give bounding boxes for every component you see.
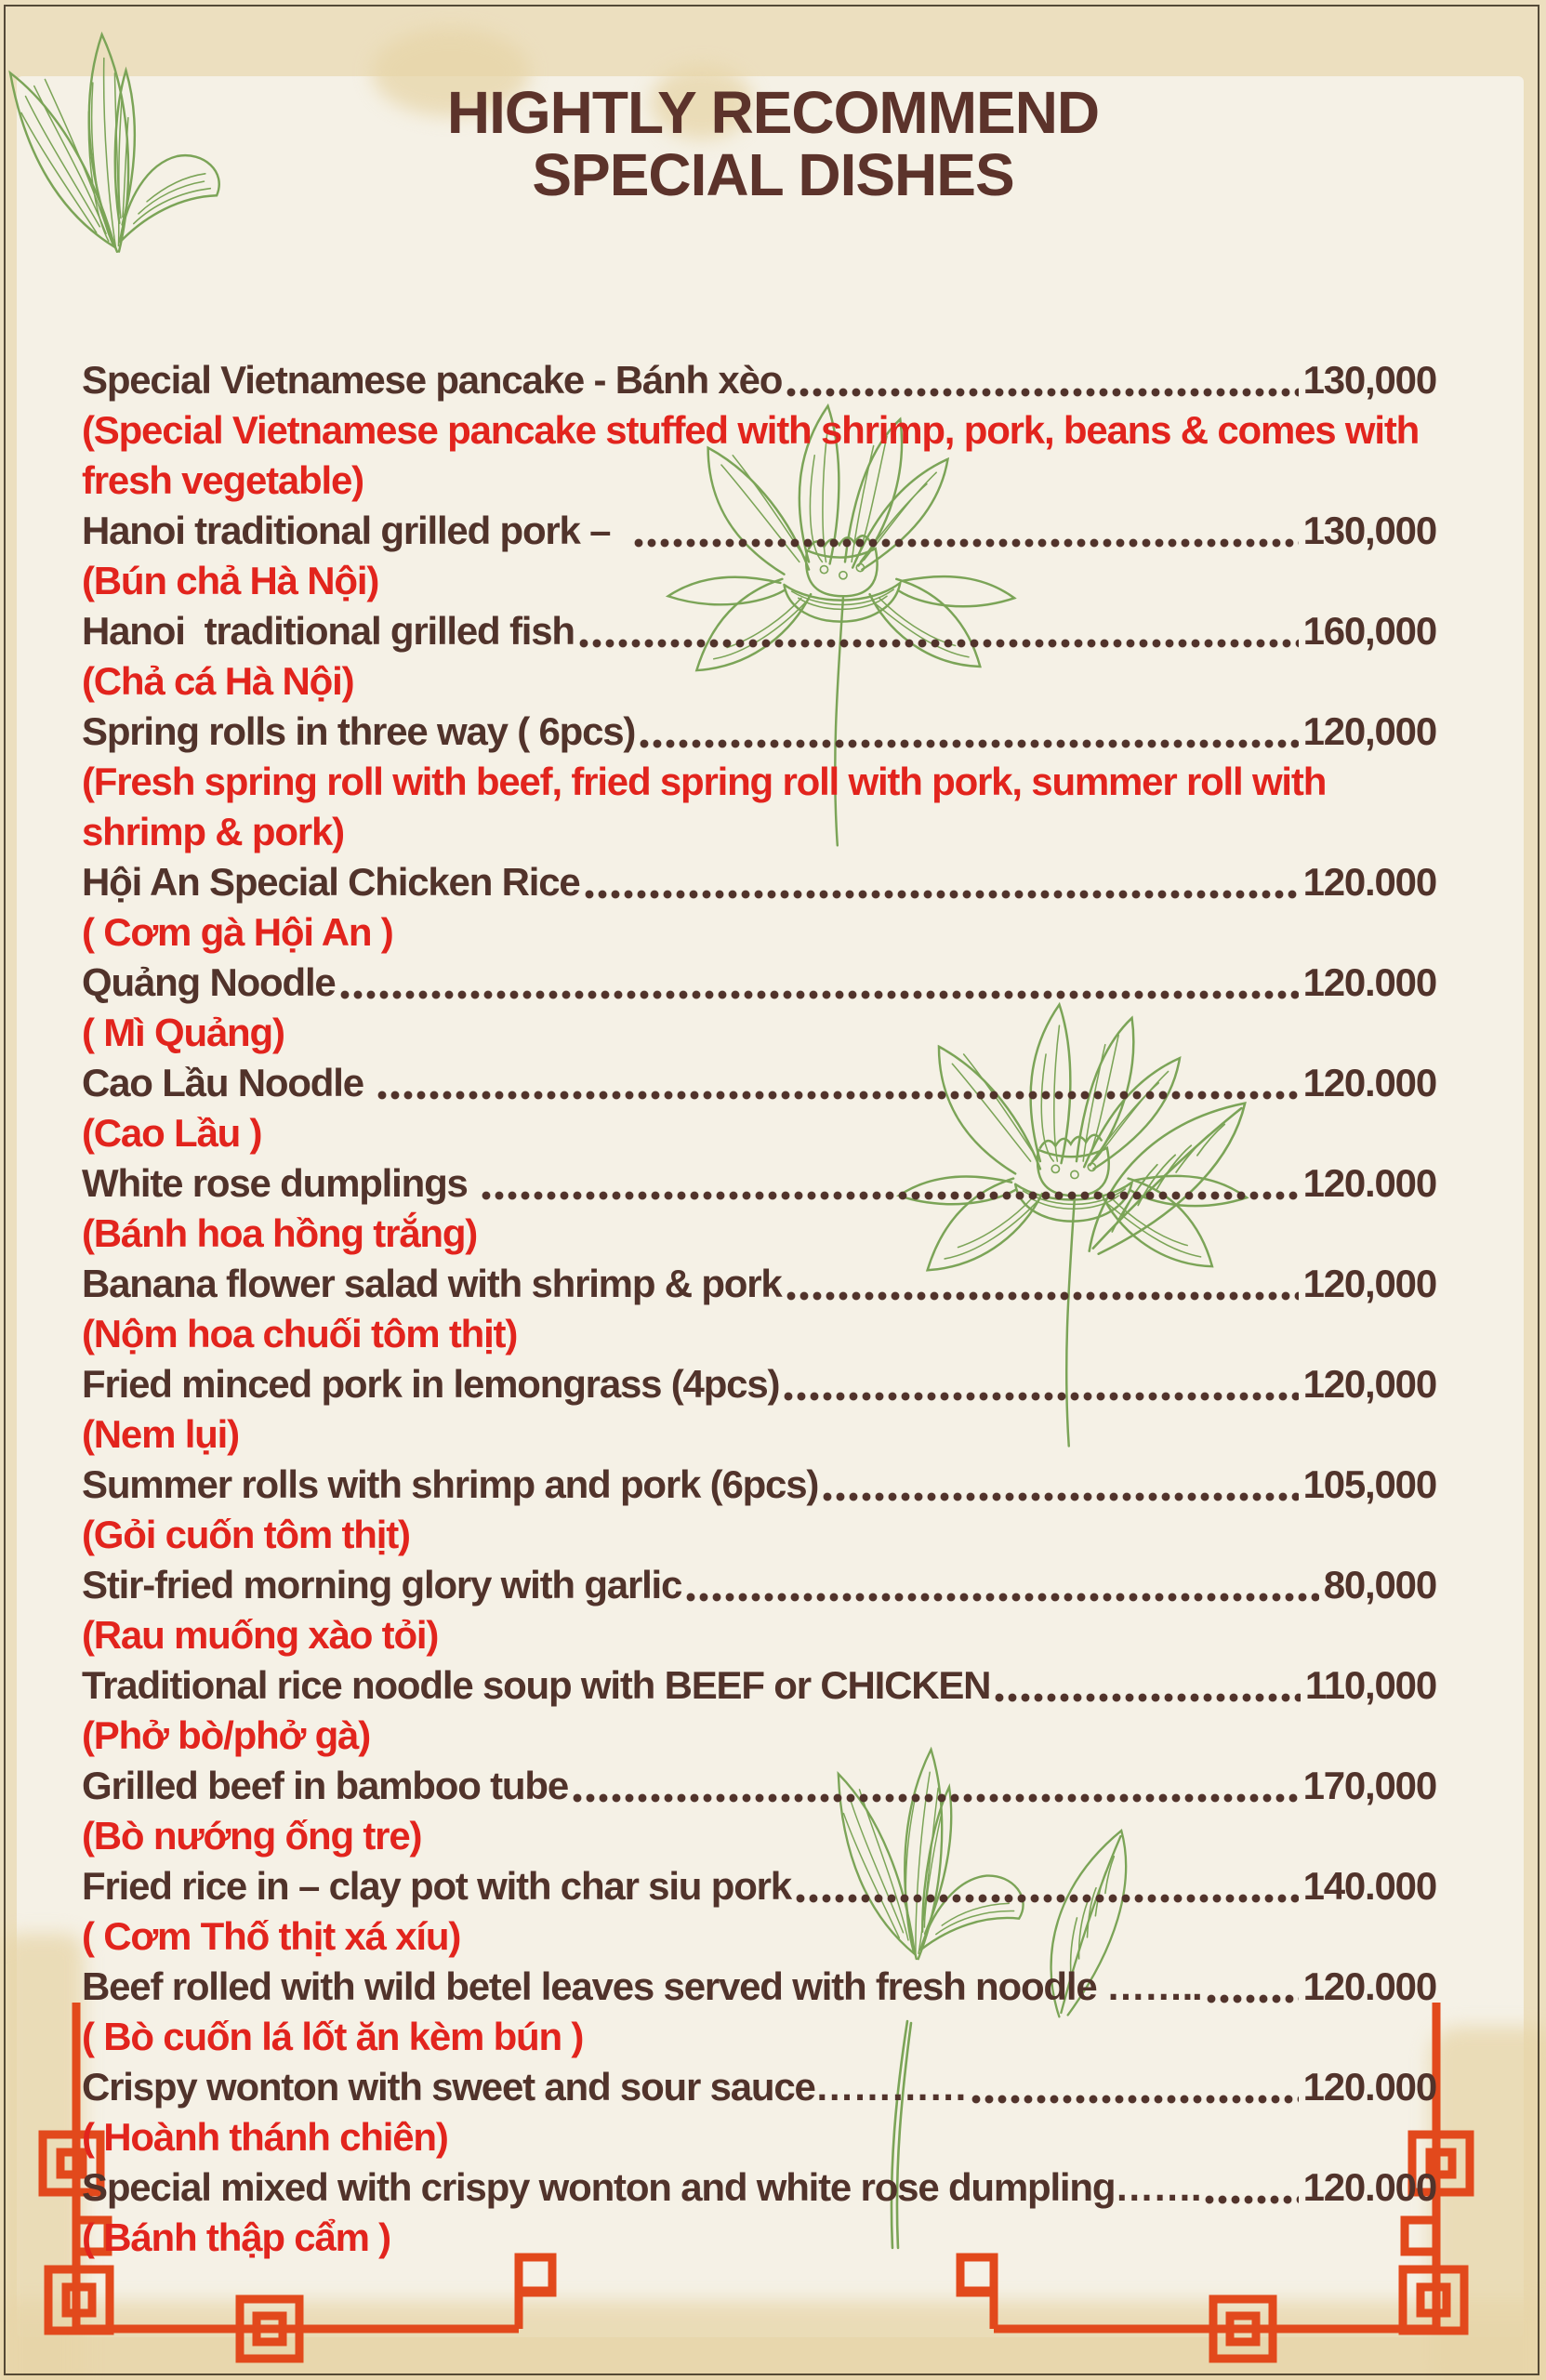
dish-vietnamese-name: ( Bánh thập cẩm ) — [82, 2215, 390, 2259]
page-title-line1: HIGHTLY RECOMMEND — [446, 79, 1100, 146]
dish-price: 120,000 — [1302, 1262, 1436, 1305]
menu-item-row — [82, 1259, 1436, 1309]
menu-item-row — [82, 2062, 1436, 2112]
dish-vietnamese-name: (Bún chả Hà Nội) — [82, 559, 379, 602]
dish-name: Stir-fried morning glory with garlic — [82, 1563, 682, 1606]
dish-name: Special Vietnamese pancake - Bánh xèo — [82, 358, 783, 402]
menu-item — [82, 1460, 1436, 1560]
dish-vietnamese-name: (Chả cá Hà Nội) — [82, 659, 354, 703]
menu-list — [82, 355, 1436, 2263]
dotted-leader — [823, 1492, 1298, 1501]
dish-vietnamese-name: (Cao Lầu ) — [82, 1111, 262, 1155]
menu-item — [82, 2162, 1436, 2263]
dish-price: 130,000 — [1302, 509, 1436, 552]
menu-item-row — [82, 1861, 1436, 1911]
dish-vietnamese-name: (Bánh hoa hồng trắng) — [82, 1211, 478, 1255]
menu-item — [82, 1761, 1436, 1861]
dotted-leader — [686, 1593, 1319, 1602]
menu-item — [82, 857, 1436, 958]
dish-vietnamese-name: (Fresh spring roll with beef, fried spring roll with pork, summer roll with shrimp & pork) — [82, 760, 1327, 853]
menu-item-row — [82, 1560, 1436, 1610]
dish-name: Banana flower salad with shrimp & pork — [82, 1262, 782, 1305]
menu-item-row — [82, 355, 1436, 405]
dish-vietnamese-name: ( Cơm Thố thịt xá xíu) — [82, 1914, 461, 1958]
dish-vietnamese-name: ( Bò cuốn lá lốt ăn kèm bún ) — [82, 2015, 584, 2058]
dish-vietnamese-name: (Nộm hoa chuối tôm thịt) — [82, 1312, 518, 1355]
menu-item — [82, 1861, 1436, 1962]
dish-name: Fried rice in – clay pot with char siu pork — [82, 1864, 791, 1908]
page-title — [0, 79, 1546, 208]
dotted-leader — [634, 538, 1298, 548]
dish-name: White rose dumplings — [82, 1161, 478, 1205]
menu-item — [82, 1560, 1436, 1660]
dotted-leader — [585, 890, 1299, 899]
dotted-leader — [971, 2095, 1299, 2104]
dish-vietnamese-name: ( Mì Quảng) — [82, 1011, 284, 1054]
dish-vietnamese-name: (Gỏi cuốn tôm thịt) — [82, 1513, 410, 1556]
menu-item-row — [82, 506, 1436, 556]
menu-item — [82, 1359, 1436, 1460]
menu-item — [82, 355, 1436, 506]
menu-item-row — [82, 1660, 1436, 1711]
dish-name: Fried minced pork in lemongrass (4pcs) — [82, 1362, 780, 1406]
dish-price: 120.000 — [1302, 1964, 1436, 2008]
menu-item-row — [82, 1359, 1436, 1409]
dotted-leader — [1205, 2195, 1298, 2204]
dish-name: Hội An Special Chicken Rice — [82, 860, 580, 904]
dish-price: 120.000 — [1302, 2065, 1436, 2109]
dish-vietnamese-name: (Nem lụi) — [82, 1412, 239, 1456]
dish-vietnamese-name: (Special Vietnamese pancake stuffed with shrimp, pork, beans & comes with fresh vegetable) — [82, 408, 1420, 502]
dish-name: Crispy wonton with sweet and sour sauce………… — [82, 2065, 967, 2109]
dish-price: 120.000 — [1302, 2165, 1436, 2209]
menu-item-row — [82, 1058, 1436, 1108]
menu-item-row — [82, 1962, 1436, 2012]
menu-item-row — [82, 707, 1436, 757]
menu-item-row — [82, 1158, 1436, 1209]
dish-price: 105,000 — [1302, 1462, 1436, 1506]
menu-item — [82, 1158, 1436, 1259]
dish-price: 130,000 — [1302, 358, 1436, 402]
dish-vietnamese-name: ( Hoành thánh chiên) — [82, 2115, 448, 2159]
dish-vietnamese-name: (Phở bò/phở gà) — [82, 1713, 371, 1757]
dotted-leader — [995, 1693, 1301, 1702]
dish-price: 80,000 — [1323, 1563, 1436, 1606]
dotted-leader — [377, 1091, 1298, 1100]
dotted-leader — [796, 1894, 1299, 1903]
menu-item — [82, 1259, 1436, 1359]
dotted-leader — [786, 388, 1298, 397]
dish-price: 120.000 — [1302, 860, 1436, 904]
dish-name: Hanoi traditional grilled fish — [82, 609, 575, 653]
menu-item — [82, 1058, 1436, 1158]
menu-item — [82, 958, 1436, 1058]
menu-item-row — [82, 606, 1436, 656]
dish-price: 120.000 — [1302, 1161, 1436, 1205]
dish-vietnamese-name: (Rau muống xào tỏi) — [82, 1613, 439, 1657]
menu-item — [82, 606, 1436, 707]
dotted-leader — [640, 739, 1298, 748]
menu-item-row — [82, 1460, 1436, 1510]
menu-item — [82, 707, 1436, 857]
dotted-leader — [340, 990, 1299, 999]
dotted-leader — [1207, 1994, 1299, 2003]
dish-price: 120,000 — [1302, 1362, 1436, 1406]
dish-name: Beef rolled with wild betel leaves served with fresh noodle …….. — [82, 1964, 1202, 2008]
dish-price: 110,000 — [1304, 1663, 1436, 1707]
dish-price: 120.000 — [1302, 1061, 1436, 1104]
dish-price: 120.000 — [1302, 960, 1436, 1004]
dish-name: Spring rolls in three way ( 6pcs) — [82, 709, 636, 753]
dotted-leader — [579, 639, 1299, 648]
dish-price: 140.000 — [1302, 1864, 1436, 1908]
dish-name: Grilled beef in bamboo tube — [82, 1764, 568, 1807]
page-title-line2: SPECIAL DISHES — [532, 141, 1014, 208]
dish-name: Quảng Noodle — [82, 960, 336, 1004]
menu-item — [82, 506, 1436, 606]
dish-name: Hanoi traditional grilled pork – — [82, 509, 630, 552]
menu-item-row — [82, 857, 1436, 907]
dish-name: Cao Lầu Noodle — [82, 1061, 374, 1104]
dish-name: Traditional rice noodle soup with BEEF or CHICKEN — [82, 1663, 991, 1707]
menu-item-row — [82, 1761, 1436, 1811]
dish-name: Special mixed with crispy wonton and white rose dumpling……. — [82, 2165, 1201, 2209]
dish-vietnamese-name: (Bò nướng ống tre) — [82, 1814, 422, 1858]
dotted-leader — [786, 1291, 1299, 1301]
menu-item-row — [82, 958, 1436, 1008]
menu-item — [82, 1660, 1436, 1761]
dotted-leader — [784, 1392, 1298, 1401]
menu-item-row — [82, 2162, 1436, 2213]
dotted-leader — [573, 1793, 1299, 1803]
dish-price: 160,000 — [1302, 609, 1436, 653]
dotted-leader — [482, 1191, 1298, 1200]
dish-price: 120,000 — [1302, 709, 1436, 753]
dish-name: Summer rolls with shrimp and pork (6pcs) — [82, 1462, 819, 1506]
dish-vietnamese-name: ( Cơm gà Hội An ) — [82, 910, 393, 954]
menu-item — [82, 2062, 1436, 2162]
dish-price: 170,000 — [1302, 1764, 1436, 1807]
menu-item — [82, 1962, 1436, 2062]
